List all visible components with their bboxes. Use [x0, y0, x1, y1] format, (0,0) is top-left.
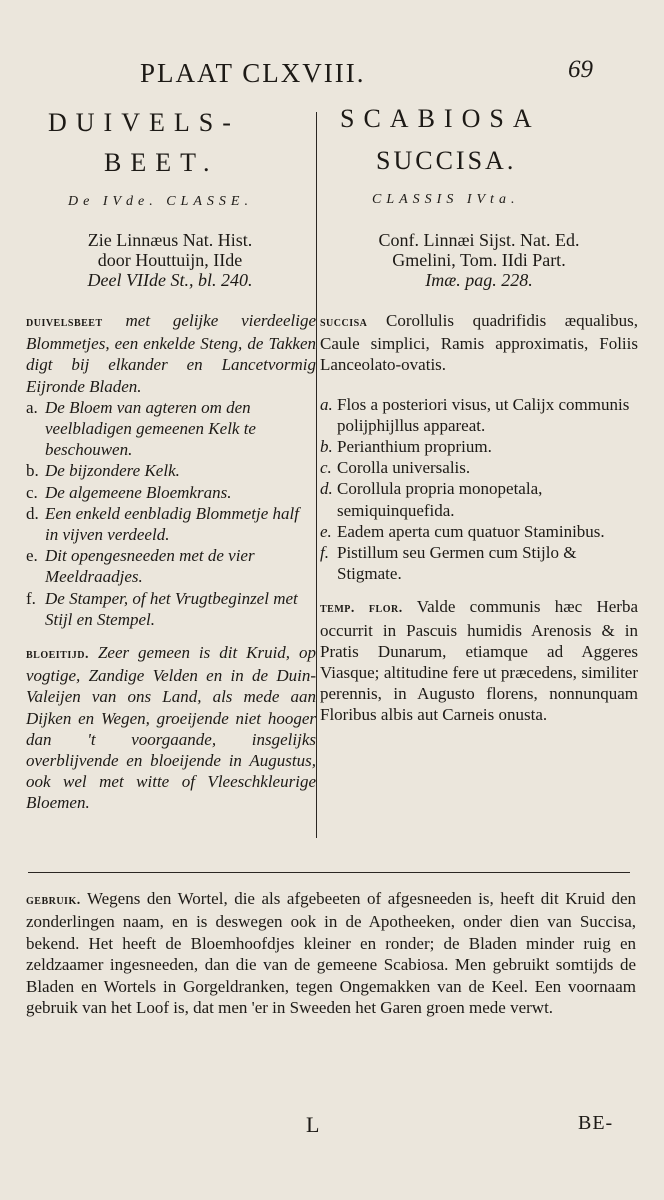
list-item: [26, 397, 316, 461]
plate-heading: PLAAT CLXVIII.: [140, 58, 366, 88]
left-reference-line-1: Zie Linnæus Nat. Hist.: [87, 230, 253, 250]
item-text: Corolla universalis.: [337, 458, 471, 478]
list-item: [320, 521, 638, 542]
catchword: BE-: [578, 1112, 614, 1134]
item-text: Eadem aperta cum quatuor Staminibus.: [337, 521, 605, 541]
list-item: [26, 460, 316, 481]
item-text: De Bloem van agteren om den veelbladigen gemeenen Kelk te beschouwen.: [45, 397, 256, 460]
item-key: d.: [26, 503, 39, 523]
item-key: c.: [26, 482, 38, 502]
right-title-line-1: SCABIOSA: [340, 104, 541, 133]
item-text: De bijzondere Kelk.: [45, 461, 180, 481]
item-text: Een enkeld eenbladig Blommetje half in vijven verdeeld.: [45, 503, 299, 545]
page-number: 69: [568, 56, 593, 83]
spacer: [320, 376, 638, 394]
right-description-lead: succisa: [320, 315, 368, 330]
list-item: [26, 482, 316, 503]
left-reference-line-2: door Houttuijn, IIde: [97, 250, 243, 270]
left-class-label: De IVde. CLASSE.: [68, 194, 253, 209]
left-flowering-time: [26, 642, 316, 814]
list-item: [26, 503, 316, 545]
list-item: [320, 457, 638, 478]
item-key: e.: [26, 546, 38, 566]
left-flowering-lead: bloeitijd.: [26, 647, 89, 663]
item-text: De Stamper, of het Vrugtbeginzel met Stijl en Stempel.: [45, 588, 298, 629]
signature-mark: L: [306, 1112, 320, 1137]
left-item-list: [26, 397, 316, 630]
right-reference-line-3: Imæ. pag. 228.: [425, 270, 533, 290]
left-title-line-1: DUIVELS-: [48, 108, 240, 137]
list-item: [26, 545, 316, 587]
right-flowering-lead: temp. flor.: [320, 601, 403, 617]
item-key: b.: [320, 437, 333, 457]
list-item: [320, 394, 638, 436]
left-flowering-text: Zeer gemeen is dit Kruid, op vogtige, Zandige Velden en in de Duin-Valeijen van ons Land, als mede aan Dijken en Wegen, groeijende niet hooger dan 't voorgaande, insgelijks overblijvende en bloeijende in Augustus, ook wel met witte of Vleeschkleurige Bloemen.: [26, 643, 317, 813]
right-flowering-time: [320, 596, 638, 725]
list-item: [320, 478, 638, 520]
item-key: a.: [320, 394, 333, 414]
left-body: [26, 310, 316, 814]
right-description-text: Corollulis quadrifidis æqualibus, Caule simplici, Ramis approximatis, Foliis Lanceolato-ovatis.: [320, 311, 638, 375]
right-reference-line-2: Gmelini, Tom. IIdi Part.: [392, 250, 566, 270]
item-key: c.: [320, 458, 332, 478]
right-body: [320, 310, 638, 726]
item-text: Corollula propria monopetala, semiquinquefida.: [337, 479, 543, 520]
item-key: d.: [320, 479, 333, 499]
right-title-line-2: SUCCISA.: [376, 146, 517, 175]
left-description-lead: duivelsbeet: [26, 315, 103, 330]
item-text: Dit opengesneeden met de vier Meeldraadjes.: [45, 546, 255, 587]
spacer: [320, 584, 638, 596]
horizontal-rule: [28, 872, 630, 873]
right-reference: [320, 230, 638, 290]
left-title-line-2: BEET.: [104, 148, 219, 177]
right-reference-line-1: Conf. Linnæi Sijst. Nat. Ed.: [378, 230, 580, 250]
item-key: b.: [26, 461, 39, 481]
list-item: [320, 542, 638, 584]
right-description: [320, 310, 638, 376]
right-class-label: CLASSIS IVta.: [372, 192, 520, 207]
list-item: [26, 588, 316, 630]
item-key: e.: [320, 521, 332, 541]
item-text: Pistillum seu Germen cum Stijlo & Stigmate.: [337, 543, 577, 584]
left-reference: [30, 230, 310, 290]
right-item-list: [320, 394, 638, 585]
usage-paragraph: [26, 888, 636, 1018]
item-key: f.: [320, 543, 329, 563]
usage-text: Wegens den Wortel, die als afgebeeten of afgesneeden is, heeft dit Kruid den zonderlingen naam, en is deswegen ook in de Apotheeken, onder dien van Succisa, bekend. Het heeft de Bloemhoofdjes kleiner en ronder; de Bladen minder ruig en zeldzaamer ingesneeden, dan die van de gemeene Scabiosa. Men gebruikt somtijds de Bladen en Wortels in Gorgeldranken, tegen Ongemakken van de Keel. Een voornaam gebruik van het Loof is, dat men 'er in Sweeden het Garen groen mede verwt.: [26, 889, 636, 1018]
left-description: [26, 310, 316, 397]
list-item: [320, 436, 638, 457]
left-reference-line-3: Deel VIIde St., bl. 240.: [87, 270, 253, 290]
item-text: Perianthium proprium.: [337, 437, 492, 457]
item-text: Flos a posteriori visus, ut Calijx communis polijphijllus appareat.: [337, 394, 630, 435]
item-key: a.: [26, 397, 38, 417]
item-text: De algemeene Bloemkrans.: [45, 482, 232, 502]
usage-lead: gebruik.: [26, 893, 81, 908]
column-divider: [316, 112, 317, 838]
item-key: f.: [26, 588, 36, 608]
spacer: [26, 630, 316, 642]
left-description-text: met gelijke vierdeelige Blommetjes, een enkelde Steng, de Takken digt bij elkander en Lancetvormig Eijronde Bladen.: [26, 311, 316, 396]
right-flowering-text: Valde communis hæc Herba occurrit in Pascuis humidis Arenosis & in Pratis Dunarum, etiamque ad Aggeres Viasque; altitudine fere ut præcedens, similiter perennis, in Augusto florens, nonnunquam Floribus albis aut Carneis onusta.: [320, 597, 638, 725]
